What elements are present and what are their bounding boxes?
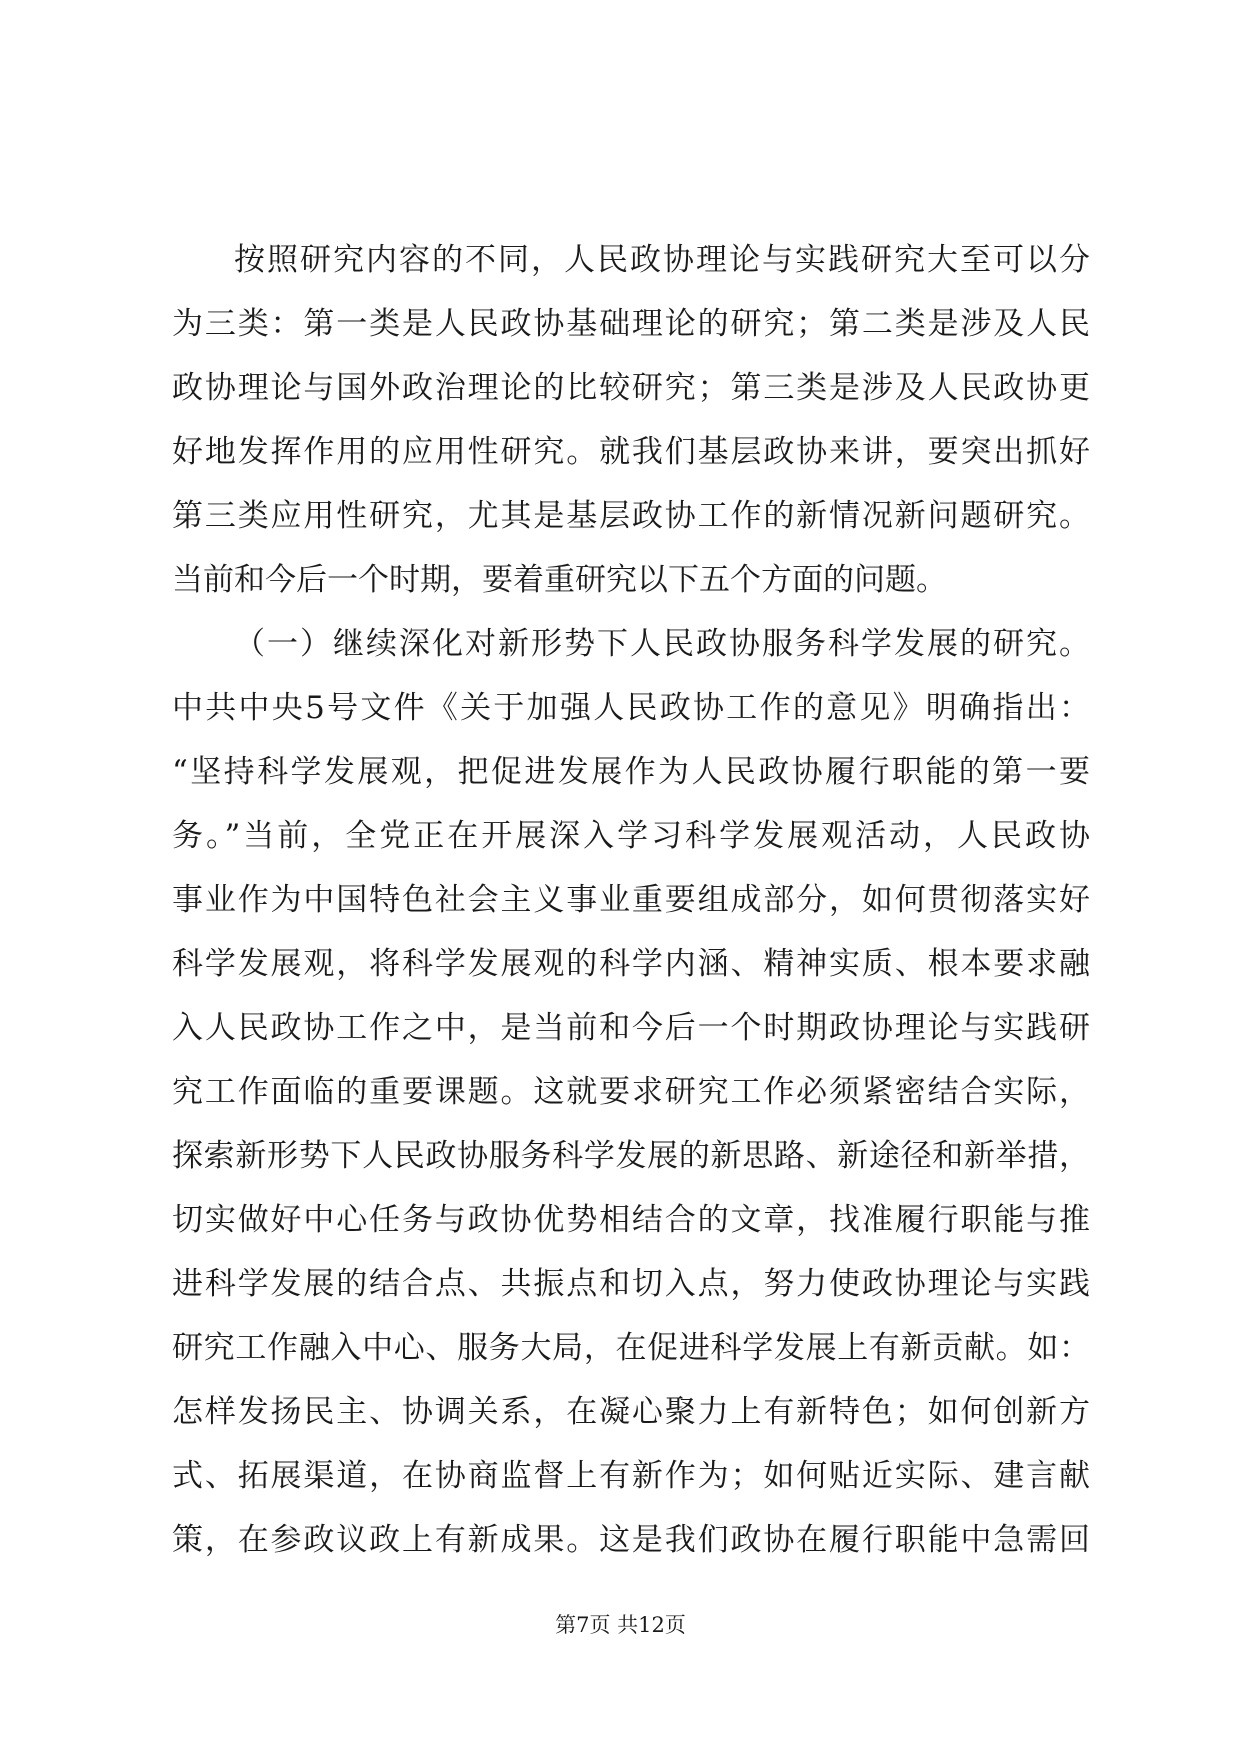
- text-line: （一）继续深化对新形势下人民政协服务科学发展的研究。: [234, 626, 1090, 662]
- text-line: 研究工作融入中心、服务大局，在促进科学发展上有新贡献。如：: [172, 1330, 1090, 1366]
- text-line: 究工作面临的重要课题。这就要求研究工作必须紧密结合实际，: [172, 1074, 1090, 1110]
- body-text: [172, 228, 1090, 1572]
- text-line: 科学发展观，将科学发展观的科学内涵、精神实质、根本要求融: [172, 946, 1090, 982]
- text-line: 入人民政协工作之中，是当前和今后一个时期政协理论与实践研: [172, 1010, 1090, 1046]
- text-line: 中共中央5号文件《关于加强人民政协工作的意见》明确指出：: [172, 690, 1090, 726]
- text-line: 事业作为中国特色社会主义事业重要组成部分，如何贯彻落实好: [172, 882, 1090, 918]
- text-line: 为三类：第一类是人民政协基础理论的研究；第二类是涉及人民: [172, 306, 1090, 342]
- text-line: 政协理论与国外政治理论的比较研究；第三类是涉及人民政协更: [172, 370, 1090, 406]
- text-line: 策，在参政议政上有新成果。这是我们政协在履行职能中急需回: [172, 1522, 1090, 1558]
- text-line: 按照研究内容的不同，人民政协理论与实践研究大至可以分: [234, 242, 1090, 278]
- text-line: 进科学发展的结合点、共振点和切入点，努力使政协理论与实践: [172, 1266, 1090, 1302]
- text-line: “坚持科学发展观，把促进发展作为人民政协履行职能的第一要: [172, 754, 1090, 790]
- text-line: 务。”当前，全党正在开展深入学习科学发展观活动，人民政协: [172, 818, 1090, 854]
- text-line: 第三类应用性研究，尤其是基层政协工作的新情况新问题研究。: [172, 498, 1090, 534]
- text-line: 好地发挥作用的应用性研究。就我们基层政协来讲，要突出抓好: [172, 434, 1090, 470]
- text-line: 怎样发扬民主、协调关系，在凝心聚力上有新特色；如何创新方: [172, 1394, 1090, 1430]
- text-line: 式、拓展渠道，在协商监督上有新作为；如何贴近实际、建言献: [172, 1458, 1090, 1494]
- text-line: 切实做好中心任务与政协优势相结合的文章，找准履行职能与推: [172, 1202, 1090, 1238]
- text-line: 探索新形势下人民政协服务科学发展的新思路、新途径和新举措，: [172, 1138, 1090, 1174]
- text-line: 当前和今后一个时期，要着重研究以下五个方面的问题。: [172, 562, 947, 598]
- page-footer: 第7页 共12页: [555, 1613, 686, 1637]
